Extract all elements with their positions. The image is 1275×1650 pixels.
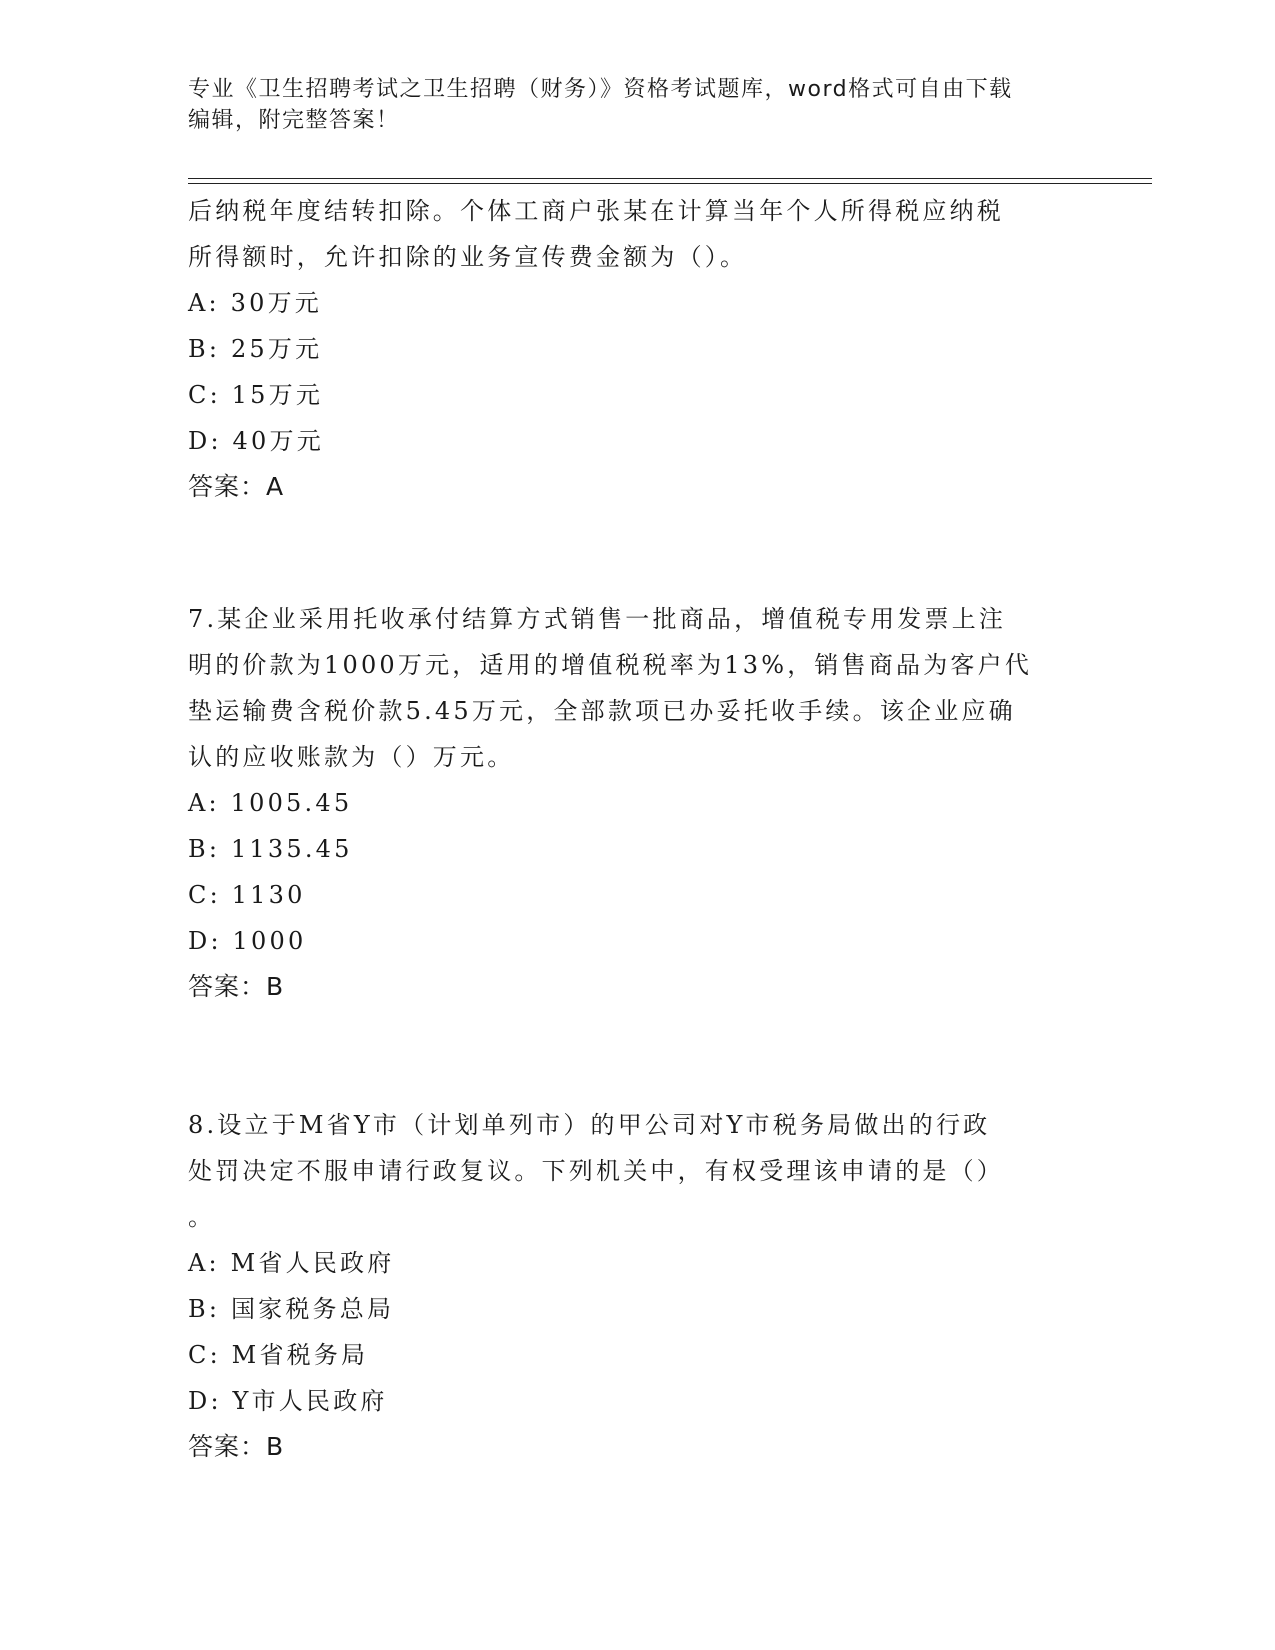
option-c: C: M省税务局 xyxy=(188,1341,369,1369)
header-line-1: 专业《卫生招聘考试之卫生招聘（财务）》资格考试题库，word格式可自由下载 xyxy=(188,77,1013,102)
option-d: D: Y市人民政府 xyxy=(188,1387,388,1415)
option-b: B: 国家税务总局 xyxy=(188,1295,395,1323)
question-text-line: 。 xyxy=(188,1203,216,1231)
question-6 xyxy=(188,188,1088,510)
header-line-2: 编辑，附完整答案！ xyxy=(188,108,400,133)
question-text-line: 垫运输费含税价款5.45万元，全部款项已办妥托收手续。该企业应确 xyxy=(188,697,1016,725)
question-text-line: 后纳税年度结转扣除。个体工商户张某在计算当年个人所得税应纳税 xyxy=(188,197,1004,225)
option-a: A: M省人民政府 xyxy=(188,1249,395,1277)
option-d: D: 40万元 xyxy=(188,427,324,455)
question-text-line: 7.某企业采用托收承付结算方式销售一批商品，增值税专用发票上注 xyxy=(188,605,1007,633)
header-divider-bottom xyxy=(188,183,1152,184)
question-8 xyxy=(188,1102,1088,1470)
question-list xyxy=(188,188,1088,1470)
document-header xyxy=(188,74,1068,136)
answer-label: 答案：B xyxy=(188,972,285,1001)
option-d: D: 1000 xyxy=(188,927,307,955)
option-b: B: 1135.45 xyxy=(188,835,353,863)
question-7 xyxy=(188,596,1088,1010)
question-text-line: 8.设立于M省Y市（计划单列市）的甲公司对Y市税务局做出的行政 xyxy=(188,1111,991,1139)
answer-label: 答案：B xyxy=(188,1432,285,1461)
question-text-line: 明的价款为1000万元，适用的增值税税率为13%，销售商品为客户代 xyxy=(188,651,1033,679)
answer-label: 答案：A xyxy=(188,472,285,501)
question-text-line: 处罚决定不服申请行政复议。下列机关中，有权受理该申请的是（） xyxy=(188,1157,1004,1185)
header-divider-top xyxy=(188,178,1152,179)
option-b: B: 25万元 xyxy=(188,335,323,363)
question-text-line: 认的应收账款为（）万元。 xyxy=(188,743,515,771)
option-c: C: 1130 xyxy=(188,881,306,909)
option-a: A: 30万元 xyxy=(188,289,322,317)
option-a: A: 1005.45 xyxy=(188,789,353,817)
question-text-line: 所得额时，允许扣除的业务宣传费金额为（）。 xyxy=(188,243,748,271)
option-c: C: 15万元 xyxy=(188,381,324,409)
spacer xyxy=(188,510,1088,596)
spacer xyxy=(188,1010,1088,1102)
